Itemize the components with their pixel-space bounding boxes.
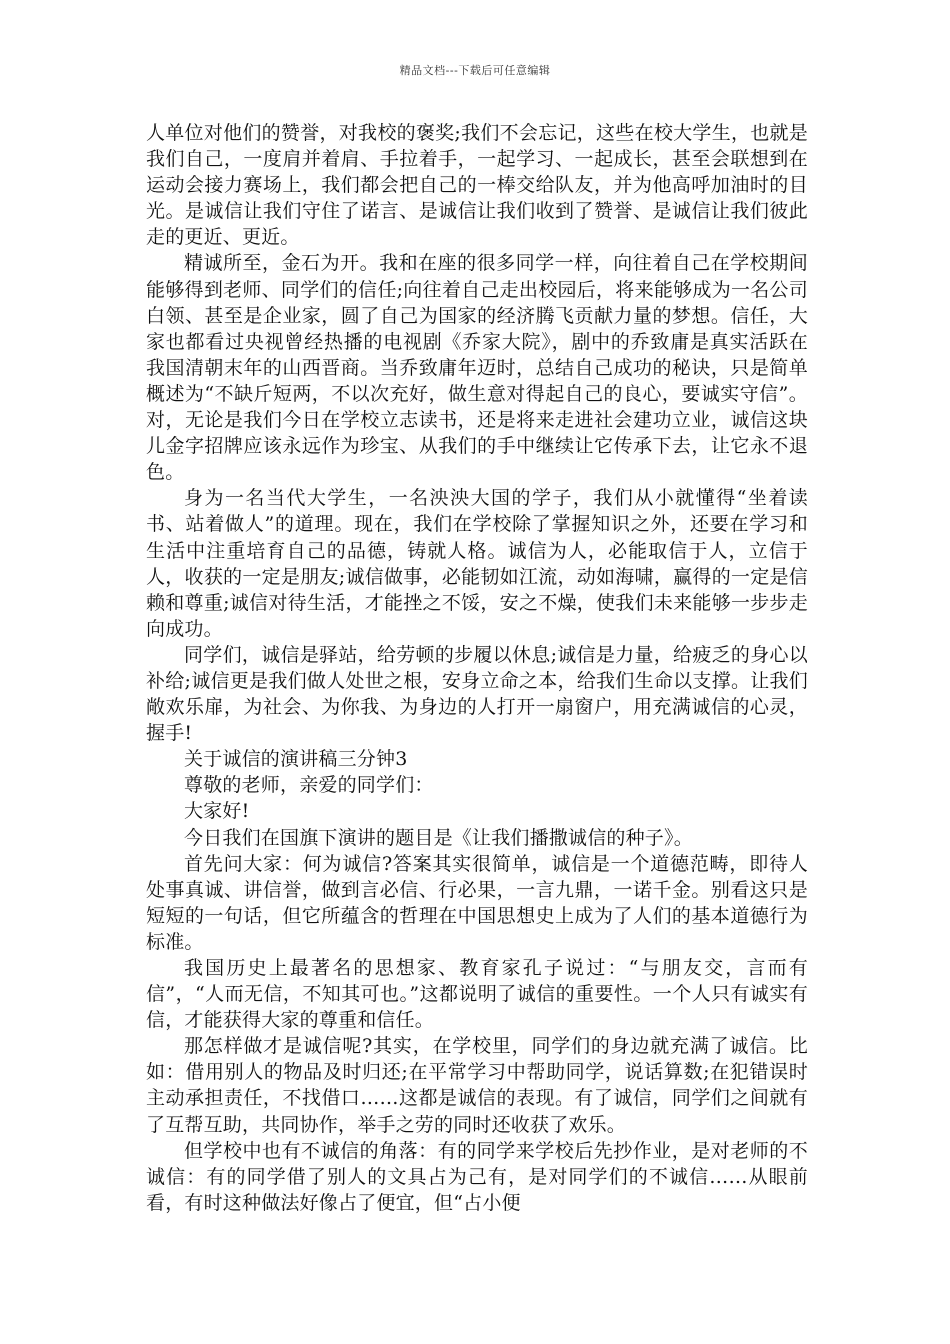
document-body bbox=[146, 120, 808, 1216]
paragraph: 身为一名当代大学生，一名泱泱大国的学子，我们从小就懂得“坐着读书、站着做人”的道理。现在，我们在学校除了掌握知识之外，还要在学习和生活中注重培育自己的品德，铸就人格。诚信为人，必能取信于人，立信于人，收获的一定是朋友;诚信做事，必能韧如江流，动如海啸，赢得的一定是信赖和尊重;诚信对待生活，才能挫之不馁，安之不燥，使我们未来能够一步步走向成功。 bbox=[146, 487, 808, 640]
greeting: 大家好! bbox=[184, 800, 250, 823]
salutation: 尊敬的老师，亲爱的同学们： bbox=[184, 774, 434, 797]
paragraph: 但学校中也有不诚信的角落：有的同学来学校后先抄作业，是对老师的不诚信：有的同学借了别人的文具占为己有，是对同学们的不诚信……从眼前看，有时这种做法好像占了便宜，但“占小便 bbox=[146, 1139, 808, 1214]
paragraph: 人单位对他们的赞誉，对我校的褒奖;我们不会忘记，这些在校大学生，也就是我们自己，一度肩并着肩、手拉着手，一起学习、一起成长，甚至会联想到在运动会接力赛场上，我们都会把自己的一棒交给队友，并为他高呼加油时的目光。是诚信让我们守住了诺言、是诚信让我们收到了赞誉、是诚信让我们彼此走的更近、更近。 bbox=[146, 122, 808, 249]
paragraph: 同学们，诚信是驿站，给劳顿的步履以休息;诚信是力量，给疲乏的身心以补给;诚信更是我们做人处世之根，安身立命之本，给我们生命以支撑。让我们敞欢乐扉，为社会、为你我、为身边的人打开一扇窗户，用充满诚信的心灵，握手! bbox=[146, 643, 808, 745]
paragraph: 今日我们在国旗下演讲的题目是《让我们播撒诚信的种子》。 bbox=[184, 826, 693, 849]
paragraph: 我国历史上最著名的思想家、教育家孔子说过：“与朋友交，言而有信”，“人而无信，不知其可也。”这都说明了诚信的重要性。一个人只有诚实有信，才能获得大家的尊重和信任。 bbox=[146, 957, 808, 1032]
paragraph: 首先问大家：何为诚信?答案其实很简单，诚信是一个道德范畴，即待人处事真诚、讲信誉，做到言必信、行必果，一言九鼎，一诺千金。别看这只是短短的一句话，但它所蕴含的哲理在中国思想史上成为了人们的基本道德行为标准。 bbox=[146, 852, 808, 953]
paragraph: 那怎样做才是诚信呢?其实，在学校里，同学们的身边就充满了诚信。比如：借用别人的物品及时归还;在平常学习中帮助同学，说话算数;在犯错误时主动承担责任，不找借口……这都是诚信的表现。有了诚信，同学们之间就有了互帮互助，共同协作，举手之劳的同时还收获了欢乐。 bbox=[146, 1035, 808, 1136]
paragraph: 精诚所至，金石为开。我和在座的很多同学一样，向往着自己在学校期间能够得到老师、同学们的信任;向往着自己走出校园后，将来能够成为一名公司白领、甚至是企业家，圆了自己为国家的经济腾飞贡献力量的梦想。信任，大家也都看过央视曾经热播的电视剧《乔家大院》，剧中的乔致庸是真实活跃在我国清朝末年的山西晋商。当乔致庸年迈时，总结自己成功的秘诀，只是简单概述为“不缺斤短两，不以次充好，做生意对得起自己的良心，要诚实守信”。对，无论是我们今日在学校立志读书，还是将来走进社会建功立业，诚信这块儿金字招牌应该永远作为珍宝、从我们的手中继续让它传承下去，让它永不退色。 bbox=[146, 252, 808, 484]
page-header: 精品文档---下载后可任意编辑 bbox=[399, 64, 551, 77]
section-title: 关于诚信的演讲稿三分钟3 bbox=[184, 748, 408, 771]
